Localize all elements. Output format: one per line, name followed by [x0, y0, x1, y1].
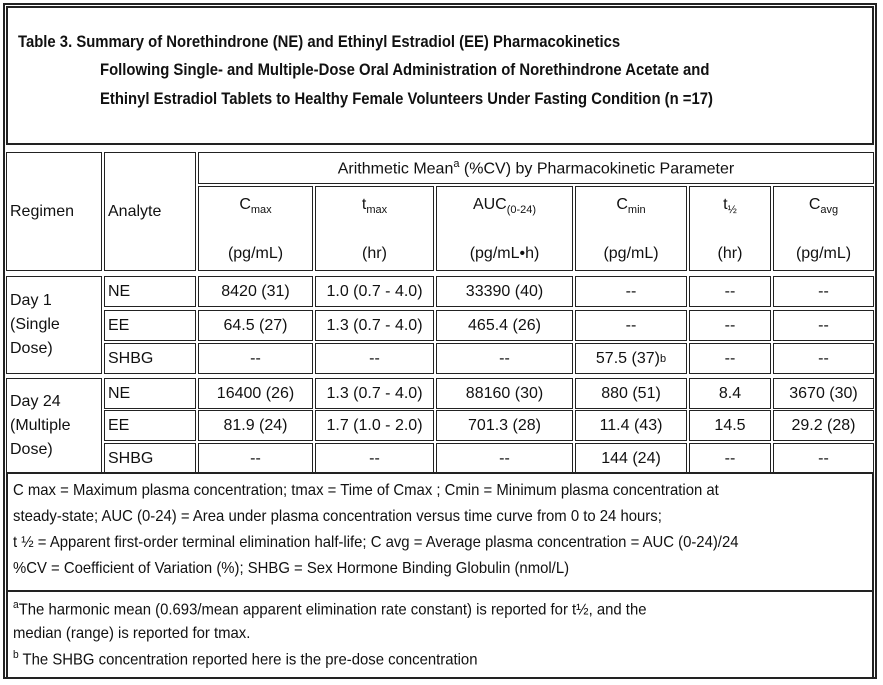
- value-text: --: [369, 349, 380, 367]
- value-text: 81.9 (24): [223, 416, 288, 434]
- value-text: 1.7 (1.0 - 2.0): [326, 416, 423, 434]
- value-text: --: [499, 449, 510, 467]
- header-param-1: [315, 186, 434, 271]
- value-cell: [773, 310, 874, 341]
- value-cell: [575, 276, 687, 307]
- value-text: 64.5 (27): [223, 316, 288, 334]
- value-text: 16400 (26): [216, 384, 295, 402]
- value-text: --: [818, 349, 829, 367]
- header-param-3: [575, 186, 687, 271]
- value-cell: [315, 343, 434, 374]
- value-cell: [198, 276, 313, 307]
- value-cell: [436, 310, 573, 341]
- value-cell: [773, 343, 874, 374]
- value-cell: [773, 410, 874, 441]
- regimen-line: Day 24: [10, 393, 61, 410]
- value-text: 57.5 (37): [595, 349, 660, 367]
- header-param-symbol: C: [808, 196, 821, 213]
- value-text: --: [818, 449, 829, 467]
- analyte-cell: EE: [104, 310, 196, 341]
- regimen-line: Dose): [10, 340, 53, 357]
- header-analyte-label: Analyte: [108, 202, 162, 220]
- value-cell: [575, 410, 687, 441]
- header-param-subscript: min: [627, 204, 646, 217]
- header-param-symbol: t: [361, 196, 367, 213]
- value-cell: [689, 343, 771, 374]
- value-cell: [575, 443, 687, 474]
- value-text: 88160 (30): [465, 384, 544, 402]
- value-text: --: [818, 316, 829, 334]
- regimen-line: (Multiple: [10, 417, 71, 434]
- value-cell: [436, 443, 573, 474]
- value-text: --: [724, 349, 736, 367]
- header-param-0: [198, 186, 313, 271]
- value-text: --: [818, 282, 829, 300]
- value-text: 8420 (31): [221, 282, 290, 300]
- value-cell: [773, 378, 874, 409]
- table-title-box: [6, 6, 874, 145]
- header-param-unit: (pg/mL): [227, 245, 284, 262]
- header-regimen: [6, 152, 102, 271]
- analyte-cell: SHBG: [104, 443, 196, 474]
- footnote-a-line-2: median (range) is reported for tmax.: [13, 625, 251, 642]
- definition-line-1: C max = Maximum plasma concentration; tmax = Time of Cmax ; Cmin = Minimum plasma concentration at: [13, 482, 719, 499]
- value-text: 1.0 (0.7 - 4.0): [326, 282, 423, 300]
- value-text: --: [724, 449, 736, 467]
- value-text: --: [250, 449, 261, 467]
- analyte-cell: EE: [104, 410, 196, 441]
- footnote-b: $^b$ The SHBG concentration reported here is the pre-dose concentration: [13, 649, 478, 669]
- table-title-line-2: Following Single- and Multiple-Dose Oral Administration of Norethindrone Acetate and: [100, 61, 710, 79]
- header-param-unit: (pg/mL): [795, 245, 852, 262]
- table-title-line-1: Table 3. Summary of Norethindrone (NE) and Ethinyl Estradiol (EE) Pharmacokinetics: [18, 33, 621, 51]
- analyte-cell: NE: [104, 378, 196, 409]
- header-param-unit: (hr): [362, 245, 387, 262]
- value-text: 465.4 (26): [468, 316, 541, 334]
- value-cell: [689, 443, 771, 474]
- value-text: 701.3 (28): [468, 416, 541, 434]
- definition-line-3: t ½ = Apparent first-order terminal elimination half-life; C avg = Average plasma concentration = AUC (0-24)/24: [13, 534, 739, 551]
- value-cell: [315, 276, 434, 307]
- header-param-subscript: avg: [820, 204, 839, 217]
- value-text: --: [625, 316, 637, 334]
- regimen-line: (Single: [10, 316, 60, 333]
- analyte-cell: SHBG: [104, 343, 196, 374]
- regimen-cell: [6, 276, 102, 374]
- value-cell: [575, 378, 687, 409]
- value-cell: [689, 310, 771, 341]
- header-param-unit: (pg/mL•h): [469, 245, 540, 262]
- header-param-unit: (pg/mL): [603, 245, 659, 262]
- value-cell: [436, 276, 573, 307]
- definitions-box: [6, 472, 874, 592]
- value-cell: [436, 410, 573, 441]
- value-text: 8.4: [718, 384, 742, 402]
- header-regimen-label: Regimen: [10, 202, 75, 220]
- footnote-marker: b: [659, 352, 667, 365]
- header-param-symbol: C: [239, 196, 251, 213]
- value-cell: [575, 343, 687, 374]
- value-text: 1.3 (0.7 - 4.0): [326, 316, 423, 334]
- header-param-unit: (hr): [717, 245, 743, 262]
- value-text: 880 (51): [601, 384, 661, 402]
- regimen-cell: [6, 378, 102, 474]
- value-text: --: [724, 316, 736, 334]
- value-text: 14.5: [714, 416, 746, 434]
- analyte-cell: NE: [104, 276, 196, 307]
- value-cell: [198, 310, 313, 341]
- value-text: 144 (24): [601, 449, 661, 467]
- footnote-a-line-1: $^a$The harmonic mean (0.693/mean apparent elimination rate constant) is reported for t½, and the: [13, 599, 647, 619]
- header-param-subscript: ½: [727, 204, 737, 217]
- header-param-symbol: AUC: [472, 196, 507, 213]
- definition-line-2: steady-state; AUC (0-24) = Area under plasma concentration versus time curve from 0 to 24 hours;: [13, 508, 662, 525]
- value-text: 33390 (40): [465, 282, 544, 300]
- header-group: [198, 152, 874, 184]
- header-param-subscript: (0-24): [506, 204, 537, 217]
- value-cell: [575, 310, 687, 341]
- value-cell: [198, 343, 313, 374]
- header-param-symbol: C: [616, 196, 628, 213]
- definition-line-4: %CV = Coefficient of Variation (%); SHBG = Sex Hormone Binding Globulin (nmol/L): [13, 560, 570, 577]
- value-cell: [315, 410, 434, 441]
- value-cell: [689, 378, 771, 409]
- value-cell: [689, 276, 771, 307]
- value-text: 3670 (30): [789, 384, 858, 402]
- value-text: --: [724, 282, 736, 300]
- header-param-subscript: max: [250, 204, 272, 217]
- value-cell: [773, 276, 874, 307]
- header-param-5: [773, 186, 874, 271]
- value-cell: [198, 410, 313, 441]
- value-cell: [689, 410, 771, 441]
- value-cell: [436, 343, 573, 374]
- value-cell: [315, 310, 434, 341]
- value-cell: [198, 443, 313, 474]
- value-text: --: [625, 282, 637, 300]
- header-group-label: Arithmetic Mean$^a$ (%CV) by Pharmacokinetic Parameter: [337, 157, 735, 178]
- value-text: --: [499, 349, 510, 367]
- value-cell: [198, 378, 313, 409]
- value-text: 29.2 (28): [791, 416, 856, 434]
- footnotes-box: [6, 590, 874, 679]
- header-param-2: [436, 186, 573, 271]
- table-title-line-3: Ethinyl Estradiol Tablets to Healthy Female Volunteers Under Fasting Condition (n =17): [100, 90, 713, 108]
- value-cell: [773, 443, 874, 474]
- header-analyte: [104, 152, 196, 271]
- header-param-4: [689, 186, 771, 271]
- value-cell: [436, 378, 573, 409]
- value-text: --: [369, 449, 380, 467]
- value-text: 11.4 (43): [599, 416, 663, 434]
- value-text: 1.3 (0.7 - 4.0): [326, 384, 423, 402]
- value-cell: [315, 378, 434, 409]
- value-cell: [315, 443, 434, 474]
- value-text: --: [250, 349, 261, 367]
- header-param-symbol: t: [723, 196, 728, 213]
- regimen-line: Dose): [10, 441, 53, 458]
- regimen-line: Day 1: [10, 292, 52, 309]
- header-param-subscript: max: [366, 204, 388, 217]
